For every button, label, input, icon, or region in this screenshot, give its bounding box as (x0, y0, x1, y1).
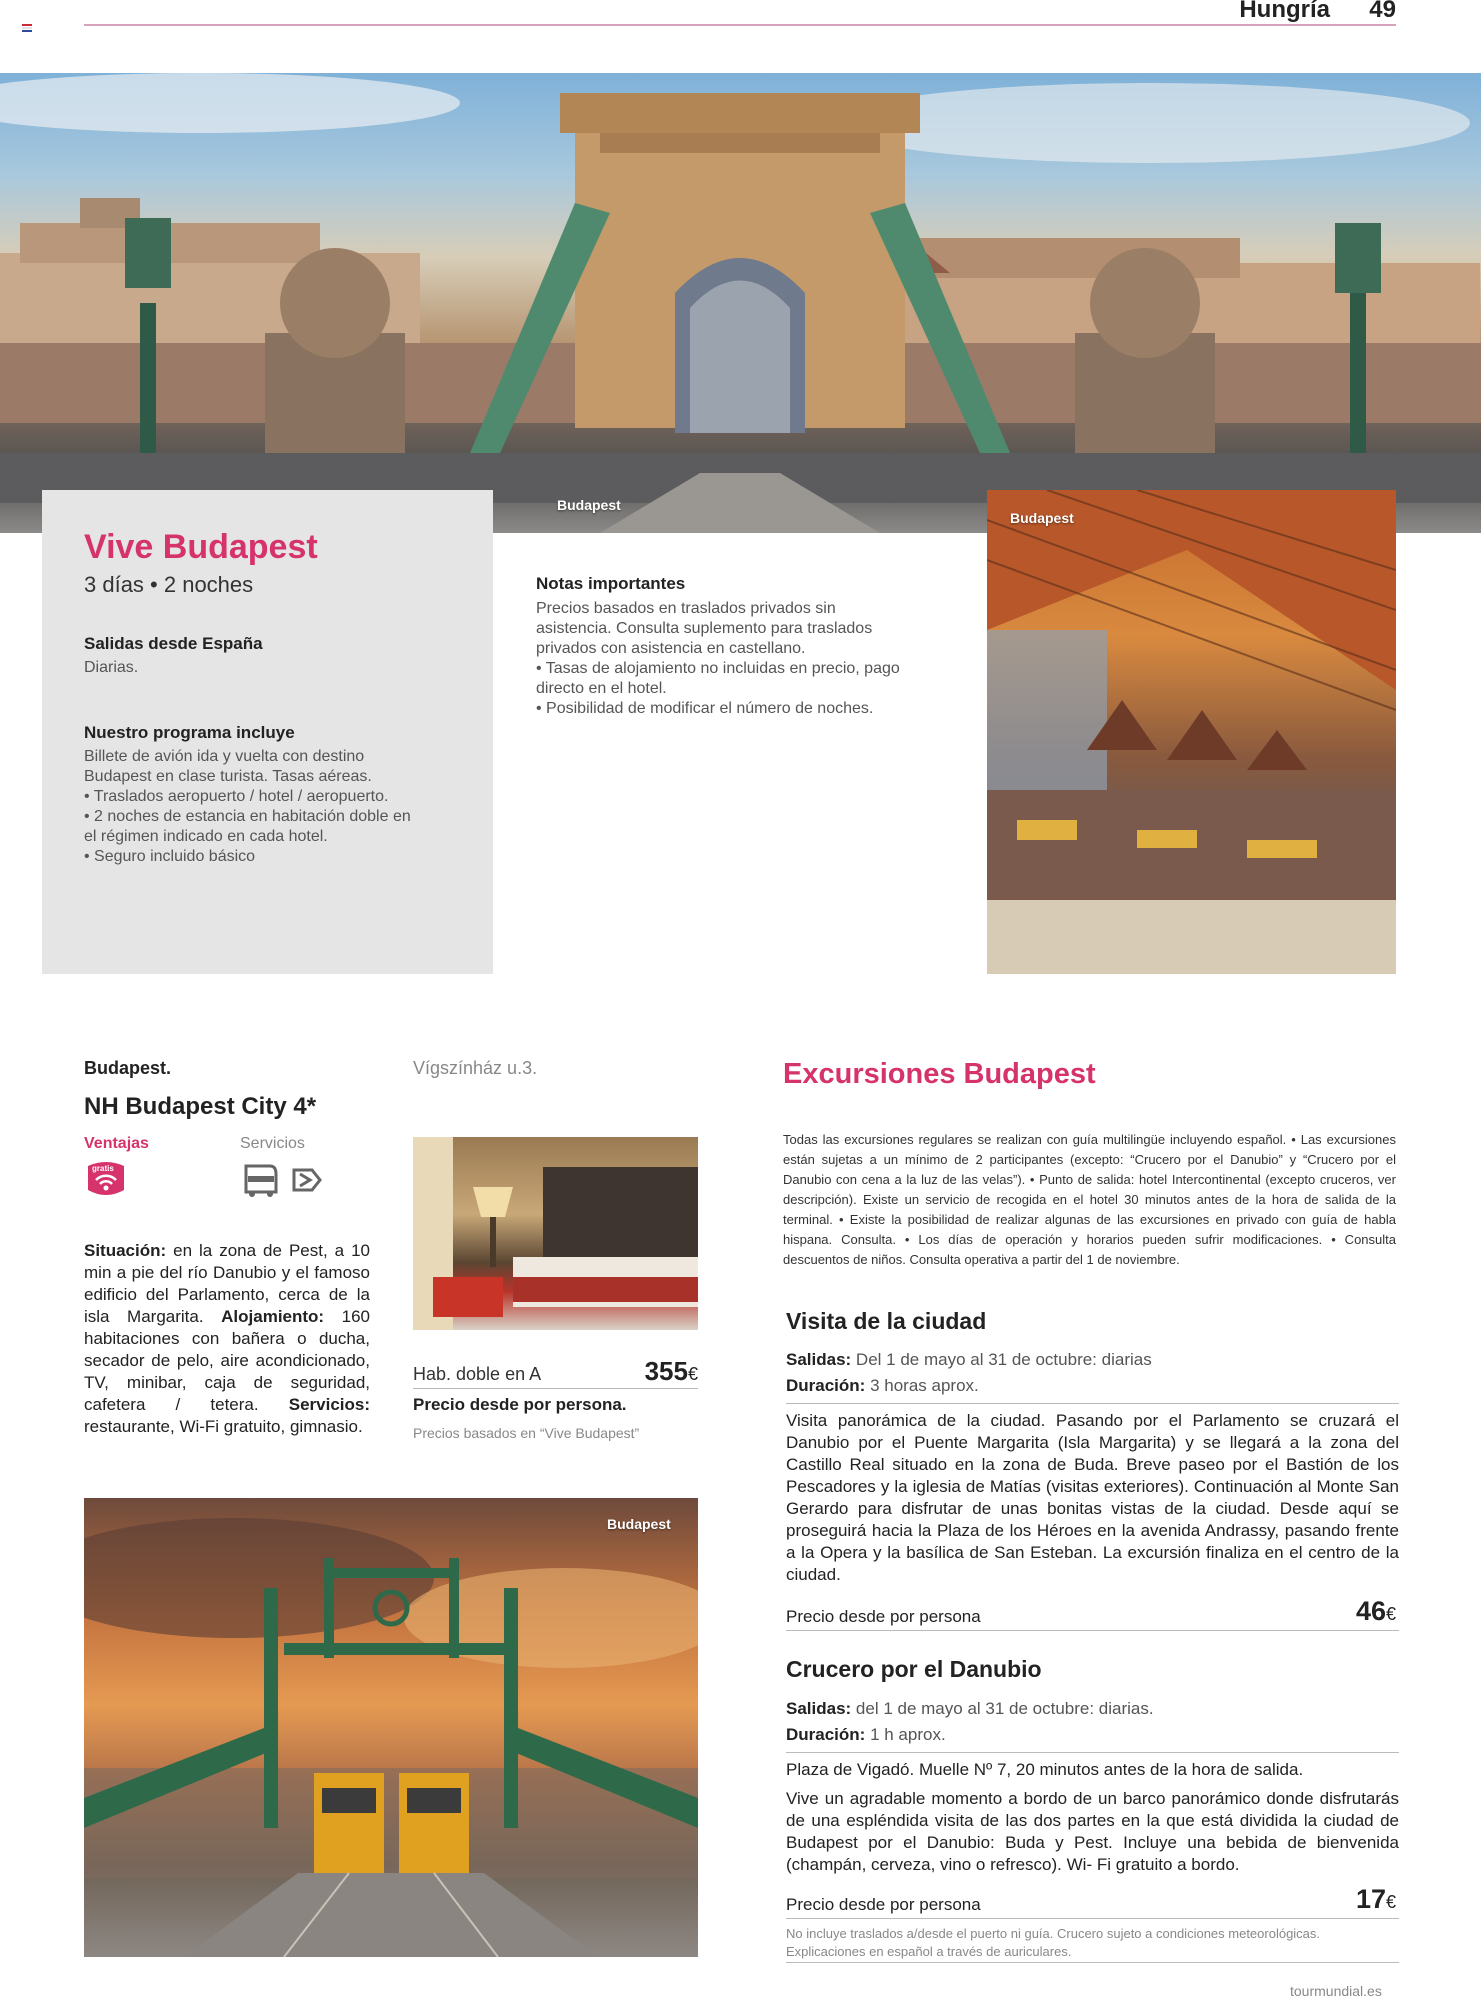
page-number: 49 (1369, 0, 1396, 23)
excursions-intro: Todas las excursiones regulares se realizan con guía multilingüe incluyendo español. • Las excursiones están sujetas a un mínimo de 2 participantes (excepto: “Crucero por el Danubio” y “Crucero por el Danubio con cena a la luz de las velas”). • Punto de salida: hotel Intercontinental (excepto cruceros, ver descripción). Existe un servicio de recogida en el hotel 30 minutos antes de la hora de salida de la terminal. • Existe la posibilidad de realizar algunas de las excursiones en privado con guía de habla hispana. Consulta. • Los días de operación y horarios pueden sufrir modificaciones. • Consulta descuentos de niños. Consulta operativa a partir del 1 de noviembre. (783, 1132, 1396, 1267)
excursion-meeting-point: Plaza de Vigadó. Muelle Nº 7, 20 minutos antes de la hora de salida. (786, 1760, 1304, 1779)
free-badge-text: gratis (92, 1164, 114, 1173)
program-title: Vive Budapest (84, 528, 318, 566)
hotel-name: NH Budapest City 4* (84, 1093, 317, 1120)
excursion-price-value: 17 (1355, 1884, 1386, 1914)
notes-heading: Notas importantes (536, 574, 686, 593)
hero-photo-label: Budapest (557, 497, 621, 513)
services-label: Servicios (240, 1135, 305, 1152)
airport-transfer-icon (240, 1160, 280, 1200)
excursion-divider (786, 1630, 1399, 1631)
currency-symbol: € (1385, 1604, 1396, 1624)
room-type: Hab. doble en A (413, 1364, 542, 1384)
duracion-label: Duración: (786, 1376, 866, 1395)
free-wifi-icon (84, 1160, 128, 1200)
excursion-divider (786, 1403, 1399, 1404)
market-photo-label: Budapest (1010, 510, 1074, 526)
hotel-city: Budapest. (84, 1058, 172, 1078)
duracion-text: 3 horas aprox. (865, 1376, 979, 1395)
excursion-price (1276, 1596, 1396, 1627)
excursion-price-label: Precio desde por persona (786, 1895, 981, 1914)
excursion-duration (786, 1376, 979, 1396)
notes-text: Precios basados en traslados privados sin asistencia. Consulta suplemento para traslados privados con asistencia en castellano. • Tasas de alojamiento no incluidas en precio, pago directo en el hotel. • Posibilidad de modificar el número de noches. (536, 600, 900, 717)
excursion-divider (786, 1918, 1399, 1919)
excursion-title-danube-cruise: Crucero por el Danubio (786, 1656, 1042, 1682)
alojamiento-label: Alojamiento: (221, 1307, 325, 1326)
departures-heading: Salidas desde España (84, 634, 263, 653)
chain-bridge-photo (0, 73, 1481, 533)
tram-photo-label: Budapest (607, 1516, 671, 1532)
servicios-desc-text: restaurante, Wi-Fi gratuito, gimnasio. (84, 1417, 363, 1436)
duracion-text: 1 h aprox. (865, 1725, 946, 1744)
section-country: Hungría (1239, 0, 1330, 23)
price-basis: Precios basados en “Vive Budapest” (413, 1425, 640, 1441)
site-url[interactable]: tourmundial.es (1290, 1983, 1382, 1999)
price-note: Precio desde por persona. (413, 1395, 627, 1414)
salidas-label: Salidas: (786, 1350, 852, 1369)
excursion-price-value: 46 (1355, 1596, 1386, 1626)
salidas-label: Salidas: (786, 1699, 852, 1718)
program-duration: 3 días • 2 noches (84, 572, 254, 597)
excursion-title-city-tour: Visita de la ciudad (786, 1308, 987, 1334)
salidas-text: Del 1 de mayo al 31 de octubre: diarias (851, 1350, 1152, 1369)
footer-divider (786, 1962, 1399, 1963)
excursion-departures (786, 1699, 1154, 1719)
room-price-value: 355 (644, 1356, 688, 1386)
excursion-price-label: Precio desde por persona (786, 1607, 981, 1626)
duracion-label: Duración: (786, 1725, 866, 1744)
hungary-flag-icon (22, 24, 32, 31)
excursion-departures (786, 1350, 1152, 1370)
currency-symbol: € (1385, 1892, 1396, 1912)
currency-symbol: € (687, 1364, 698, 1384)
alojamiento-text: 160 habitaciones con bañera o ducha, secador de pelo, aire acondicionado, TV, minibar, caja de seguridad, cafetera / tetera. (84, 1307, 371, 1414)
salidas-text: del 1 de mayo al 31 de octubre: diarias. (851, 1699, 1154, 1718)
excursion-divider (786, 1752, 1399, 1753)
hotel-description (84, 1240, 370, 1438)
servicios-desc-label: Servicios: (288, 1395, 370, 1414)
excursion-description: Vive un agradable momento a bordo de un barco panorámico donde disfrutarás de una espléndida visita de las dos partes en la que está dividida la ciudad de Budapest por el Danubio: Buda y Pest. Incluye una bebida de bienvenida (champán, cerveza, vino o refresco). Wi- Fi gratuito a bordo. (786, 1789, 1399, 1874)
room-price (600, 1356, 698, 1387)
excursion-price (1276, 1884, 1396, 1915)
liberty-bridge-tram-photo (84, 1498, 698, 1957)
excursion-footnote: No incluye traslados a/desde el puerto ni guía. Crucero sujeto a condiciones meteorológicas. Explicaciones en español a través de auriculares. (786, 1926, 1321, 1959)
hotel-room-photo (413, 1137, 698, 1330)
central-market-photo (987, 490, 1396, 974)
advantages-label: Ventajas (84, 1135, 149, 1152)
excursions-title: Excursiones Budapest (783, 1058, 1096, 1090)
departures-text: Diarias. (84, 659, 139, 676)
header-divider (84, 24, 1396, 26)
situacion-label: Situación: (84, 1241, 167, 1260)
hotel-address: Vígszínház u.3. (413, 1058, 538, 1078)
excursion-duration (786, 1725, 946, 1745)
price-divider (413, 1388, 698, 1389)
includes-text: Billete de avión ida y vuelta con destino Budapest en clase turista. Tasas aéreas. • Traslados aeropuerto / hotel / aeropuerto. • 2 noches de estancia en habitación doble en el régimen indicado en cada hotel. • Seguro incluido básico (84, 748, 411, 865)
includes-heading: Nuestro programa incluye (84, 723, 295, 742)
transfer-service-icon (286, 1160, 326, 1200)
situacion-text: en la zona de Pest, a 10 min a pie del río Danubio y el famoso edificio del Parlamento, cerca de la isla Margarita. (84, 1241, 370, 1326)
excursion-description: Visita panorámica de la ciudad. Pasando por el Parlamento se cruzará el Danubio por el Puente Margarita (Isla Margarita) y se llegará a la zona del Castillo Real situado en la zona de Buda. Breve paseo por el Bastión de los Pescadores y la iglesia de Matías (visitas exteriores). Continuación al Monte San Gerardo para disfrutar de unas bonitas vistas de la ciudad. Desde aquí se proseguirá hacia la Plaza de los Héroes en la avenida Andrassy, pasando frente a la Opera y la basílica de San Esteban. La excursión finaliza en el centro de la ciudad. (786, 1411, 1399, 1584)
